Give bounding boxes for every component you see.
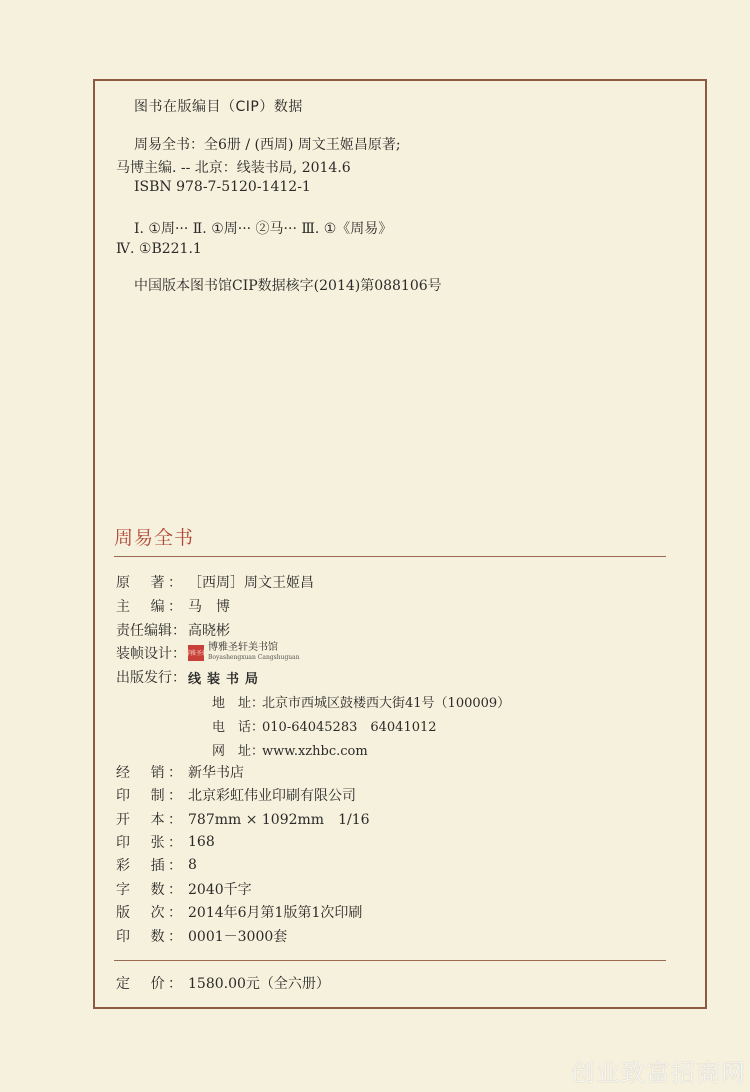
row-color-plates: [116, 854, 197, 876]
label-editor: 主 编：: [116, 599, 182, 615]
value-color-plates: 8: [188, 857, 197, 873]
label-sheets: 印 张：: [116, 835, 182, 851]
value-editor: 马 博: [188, 599, 230, 615]
label-phone: 电 话：: [212, 720, 265, 735]
value-distributor: 新华书店: [188, 765, 244, 781]
price-rule: [114, 960, 666, 961]
label-price: 定 价：: [116, 976, 182, 992]
row-distributor: [116, 761, 244, 783]
value-phone: 010-64045283 64041012: [262, 720, 437, 735]
publisher-website: [212, 740, 368, 759]
value-price: 1580.00元（全六册）: [188, 976, 330, 992]
label-design: 装帧设计：: [116, 646, 186, 662]
site-watermark: 创业致富招商网: [571, 1059, 746, 1087]
row-sheets: [116, 831, 215, 853]
logo-english-name: Boyashengxuan Cangshuguan: [208, 654, 300, 661]
title-rule: [114, 556, 666, 557]
cip-line-1: 周易全书：全6册 / (西周) 周文王姬昌原著;: [134, 137, 401, 153]
cip-line-6: 中国版本图书馆CIP数据核字(2014)第088106号: [134, 278, 442, 294]
cip-heading: 图书在版编目（CIP）数据: [134, 99, 303, 115]
value-publisher: 线装书局: [188, 671, 265, 687]
row-publisher: [116, 666, 264, 688]
value-printer: 北京彩虹伟业印刷有限公司: [188, 788, 356, 804]
row-word-count: [116, 878, 252, 900]
label-color-plates: 彩 插：: [116, 858, 182, 874]
row-price: [116, 972, 330, 994]
value-format: 787mm × 1092mm 1/16: [188, 812, 370, 828]
label-word-count: 字 数：: [116, 882, 182, 898]
label-print-run: 印 数：: [116, 929, 182, 945]
label-responsible-editor: 责任编辑：: [116, 623, 186, 639]
publisher-address: [212, 692, 510, 711]
value-word-count: 2040千字: [188, 882, 252, 898]
design-studio-logo: [184, 642, 300, 663]
value-address: 北京市西城区鼓楼西大街41号（100009）: [262, 696, 511, 711]
label-website: 网 址：: [212, 744, 265, 759]
value-website: www.xzhbc.com: [262, 744, 368, 759]
row-print-run: [116, 925, 287, 947]
cip-line-3: ISBN 978-7-5120-1412-1: [134, 179, 311, 195]
cip-line-5: Ⅳ. ①B221.1: [116, 241, 202, 257]
label-publisher: 出版发行：: [116, 670, 186, 686]
logo-chinese-name: 博雅圣轩美书馆: [208, 642, 278, 653]
row-printer: [116, 784, 356, 806]
label-original-author: 原 著：: [116, 575, 182, 591]
row-edition: [116, 901, 362, 923]
value-edition: 2014年6月第1版第1次印刷: [188, 905, 363, 921]
label-distributor: 经 销：: [116, 765, 182, 781]
publisher-phone: [212, 716, 437, 735]
value-responsible-editor: 高晓彬: [188, 623, 230, 639]
label-printer: 印 制：: [116, 788, 182, 804]
row-editor: [116, 595, 230, 617]
row-design: [116, 642, 300, 664]
seal-icon: 博雅圣轩: [188, 645, 204, 661]
row-responsible-editor: [116, 619, 230, 641]
row-original-author: [116, 571, 314, 593]
label-format: 开 本：: [116, 812, 182, 828]
cip-line-2: 马博主编. -- 北京：线装书局, 2014.6: [116, 160, 351, 176]
cip-line-4: Ⅰ. ①周··· Ⅱ. ①周··· ②马··· Ⅲ. ①《周易》: [134, 221, 393, 237]
row-format: [116, 808, 370, 830]
label-edition: 版 次：: [116, 905, 182, 921]
value-original-author: ［西周］周文王姬昌: [188, 575, 314, 591]
label-address: 地 址：: [212, 696, 265, 711]
value-print-run: 0001－3000套: [188, 929, 288, 945]
value-sheets: 168: [188, 834, 215, 850]
book-title: 周易全书: [114, 527, 195, 549]
